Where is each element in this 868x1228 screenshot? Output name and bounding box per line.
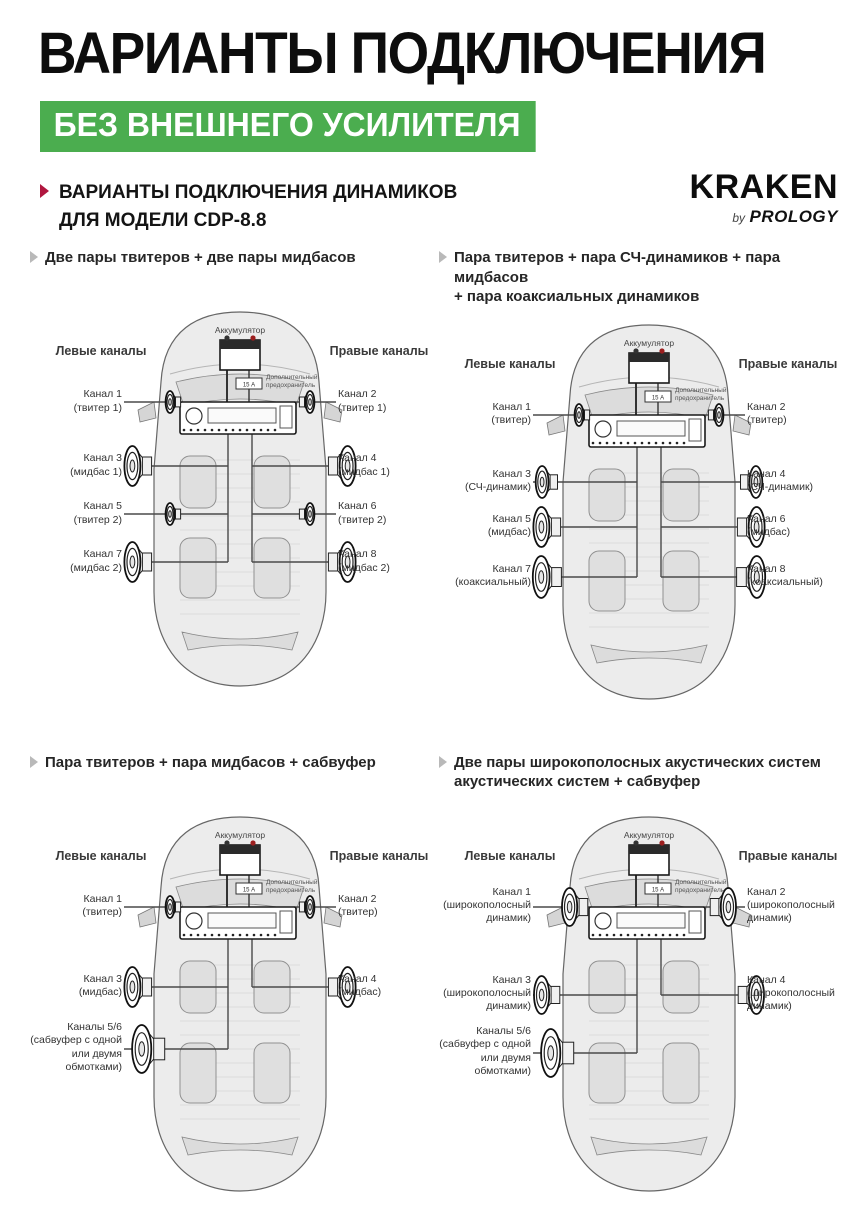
channel-label-line: Канал 6 bbox=[338, 500, 377, 513]
brand-kraken-wordmark: KRAKEN bbox=[689, 168, 838, 206]
panel-title-line: + пара коаксиальных динамиков bbox=[454, 288, 700, 305]
channel-label bbox=[79, 973, 122, 999]
channel-label-line: Каналы 5/6 bbox=[476, 1025, 531, 1038]
channel-label bbox=[455, 563, 531, 589]
speaker-icon bbox=[124, 542, 151, 582]
panel-bullet-icon bbox=[439, 756, 447, 768]
fuse-label-line: предохранитель bbox=[266, 886, 316, 894]
channel-label bbox=[747, 513, 790, 539]
channel-label-line: Канал 2 bbox=[747, 886, 786, 899]
battery-label-line: Аккумулятор bbox=[214, 829, 266, 840]
right-channels-label-line: Правые каналы bbox=[329, 848, 429, 863]
channel-label-line: динамик) bbox=[747, 1000, 792, 1013]
channel-label bbox=[70, 548, 122, 574]
battery-label bbox=[589, 338, 709, 348]
channel-label bbox=[82, 893, 122, 919]
channel-label-line: Канал 1 bbox=[492, 400, 531, 413]
channel-label-line: Канал 8 bbox=[338, 548, 377, 561]
left-channels-label bbox=[445, 357, 575, 371]
panel-title-line: Две пары твитеров + две пары мидбасов bbox=[45, 249, 356, 266]
panel-title-line: акустических систем + сабвуфер bbox=[454, 773, 701, 790]
channel-label-line: (коаксиальный) bbox=[455, 576, 531, 589]
section-row bbox=[40, 179, 457, 234]
channel-label bbox=[465, 468, 531, 494]
channel-label-line: Канал 4 bbox=[747, 467, 786, 480]
channel-label-line: (мидбас) bbox=[338, 986, 382, 999]
car-wiring-diagram bbox=[30, 799, 429, 1199]
channel-label bbox=[338, 973, 381, 999]
channel-label-line: обмотками) bbox=[65, 1060, 122, 1073]
fuse-label-line: Дополнительный bbox=[675, 386, 727, 394]
channel-label-line: Канал 3 bbox=[83, 452, 122, 465]
left-channels-label-line: Левые каналы bbox=[464, 356, 556, 371]
battery-label-line: Аккумулятор bbox=[623, 829, 675, 840]
channel-label bbox=[747, 886, 835, 925]
channel-label-line: Канал 5 bbox=[492, 512, 531, 525]
svg-text:15 А: 15 А bbox=[651, 887, 665, 893]
channel-label bbox=[338, 500, 386, 526]
channel-label-line: (СЧ-динамик) bbox=[747, 481, 814, 494]
channel-label-line: (мидбас) bbox=[78, 986, 122, 999]
head-unit-icon bbox=[180, 402, 296, 434]
channel-label-line: (коаксиальный) bbox=[747, 576, 823, 589]
channel-label bbox=[443, 886, 531, 925]
fuse-label-line: Дополнительный bbox=[266, 374, 318, 381]
right-channels-label-line: Правые каналы bbox=[329, 344, 429, 358]
left-channels-label bbox=[36, 849, 166, 863]
channel-label-line: (мидбас 1) bbox=[338, 465, 390, 478]
channel-label-line: Канал 8 bbox=[747, 562, 786, 575]
left-channels-label bbox=[36, 344, 166, 358]
right-channels-label-line: Правые каналы bbox=[738, 848, 838, 863]
channel-label bbox=[747, 468, 813, 494]
panel-bullet-icon bbox=[30, 251, 38, 263]
channel-label bbox=[443, 974, 531, 1013]
channel-label-line: Канал 2 bbox=[338, 892, 377, 905]
brand-subline bbox=[690, 207, 838, 227]
channel-label-line: (мидбас 2) bbox=[70, 561, 122, 574]
brand-by-text: by bbox=[732, 211, 746, 225]
car-wiring-diagram bbox=[439, 799, 838, 1199]
battery-label bbox=[180, 325, 300, 335]
channel-label bbox=[439, 1025, 531, 1078]
brand-prology-wordmark: PROLOGY bbox=[749, 207, 838, 226]
channel-label-line: Канал 1 bbox=[83, 388, 122, 401]
channel-label-line: Канал 7 bbox=[83, 548, 122, 561]
fuse-label-line: предохранитель bbox=[675, 394, 725, 402]
channel-label-line: Канал 5 bbox=[83, 500, 122, 513]
panel-header bbox=[439, 248, 838, 307]
channel-label bbox=[30, 1021, 122, 1074]
panel-4 bbox=[439, 753, 838, 1199]
left-channels-label-line: Левые каналы bbox=[55, 848, 147, 863]
channel-label-line: (сабвуфер с одной bbox=[30, 1034, 122, 1047]
fuse-icon bbox=[645, 391, 671, 402]
fuse-label-line: предохранитель bbox=[675, 886, 725, 894]
left-channels-label-line: Левые каналы bbox=[464, 848, 556, 863]
battery-label bbox=[589, 830, 709, 840]
channel-label-line: Канал 1 bbox=[83, 892, 122, 905]
panel-header bbox=[439, 753, 838, 799]
panel-bullet-icon bbox=[30, 756, 38, 768]
brand-logo bbox=[690, 170, 838, 227]
channel-label-line: (сабвуфер с одной bbox=[439, 1038, 531, 1051]
channel-label-line: Канал 3 bbox=[492, 467, 531, 480]
speaker-icon bbox=[534, 976, 560, 1014]
svg-text:15 А: 15 А bbox=[242, 887, 256, 893]
panel-title-line: Пара твитеров + пара мидбасов + сабвуфер bbox=[45, 753, 376, 771]
right-channels-label bbox=[723, 849, 853, 863]
channel-label bbox=[70, 452, 122, 478]
speaker-icon bbox=[533, 507, 560, 547]
panel-2 bbox=[439, 248, 838, 707]
section-header-line1: ВАРИАНТЫ ПОДКЛЮЧЕНИЯ ДИНАМИКОВ bbox=[59, 182, 458, 203]
speaker-icon bbox=[536, 466, 558, 498]
channel-label-line: Канал 4 bbox=[338, 452, 377, 465]
panel-title bbox=[45, 753, 376, 773]
channel-label-line: Канал 2 bbox=[338, 388, 377, 401]
fuse-icon bbox=[645, 883, 671, 894]
channel-label-line: динамик) bbox=[747, 912, 792, 925]
channel-label-line: (мидбас 1) bbox=[70, 465, 122, 478]
channel-label-line: динамик) bbox=[486, 912, 531, 925]
battery-label-line: Аккумулятор bbox=[214, 325, 266, 335]
svg-text:15 А: 15 А bbox=[242, 382, 256, 389]
channel-label-line: (мидбас) bbox=[747, 526, 791, 539]
channel-label bbox=[488, 513, 531, 539]
section-header-line2: ДЛЯ МОДЕЛИ CDP-8.8 bbox=[59, 209, 267, 231]
channel-label bbox=[491, 401, 531, 427]
panel-title-line: Две пары широкополосных акустических систем bbox=[454, 753, 821, 771]
channel-label-line: Канал 4 bbox=[747, 974, 786, 987]
panel-title bbox=[45, 248, 356, 268]
channel-label-line: (твитер) bbox=[338, 906, 378, 919]
channel-label bbox=[747, 563, 823, 589]
panel-bullet-icon bbox=[439, 251, 447, 263]
channel-label-line: Каналы 5/6 bbox=[67, 1021, 122, 1034]
channel-label-line: или двумя bbox=[480, 1051, 531, 1064]
panel-3 bbox=[30, 753, 429, 1199]
channel-label-line: Канал 4 bbox=[338, 972, 377, 985]
channel-label-line: Канал 2 bbox=[747, 400, 786, 413]
left-channels-label bbox=[445, 849, 575, 863]
subtitle-banner: БЕЗ ВНЕШНЕГО УСИЛИТЕЛЯ bbox=[40, 101, 536, 152]
channel-label-line: Канал 6 bbox=[747, 512, 786, 525]
channel-label bbox=[338, 893, 378, 919]
fuse-label-line: Дополнительный bbox=[675, 878, 727, 886]
head-unit-icon bbox=[589, 907, 705, 939]
channel-label bbox=[747, 401, 787, 427]
channel-label-line: Канал 3 bbox=[492, 974, 531, 987]
channel-label-line: (СЧ-динамик) bbox=[464, 481, 531, 494]
car-wiring-diagram bbox=[439, 307, 838, 707]
page-title: ВАРИАНТЫ ПОДКЛЮЧЕНИЯ bbox=[38, 21, 766, 86]
right-channels-label bbox=[314, 344, 444, 358]
right-channels-label-line: Правые каналы bbox=[738, 356, 838, 371]
channel-label-line: обмотками) bbox=[474, 1064, 531, 1077]
panel-1 bbox=[30, 248, 429, 707]
battery-label bbox=[180, 830, 300, 840]
panel-title-line: Пара твитеров + пара СЧ-динамиков + пара мидбасов bbox=[454, 249, 781, 286]
channel-label bbox=[74, 388, 122, 414]
channel-label-line: (твитер 1) bbox=[338, 401, 387, 414]
panel-title bbox=[454, 248, 838, 307]
channel-label-line: (мидбас) bbox=[487, 526, 531, 539]
channel-label bbox=[747, 974, 835, 1013]
speaker-icon bbox=[124, 967, 151, 1007]
fuse-icon bbox=[236, 883, 262, 894]
battery-label-line: Аккумулятор bbox=[623, 337, 675, 348]
panel-header bbox=[30, 248, 429, 294]
channel-label-line: (твитер 1) bbox=[73, 401, 122, 414]
channel-label-line: или двумя bbox=[71, 1047, 122, 1060]
speaker-icon bbox=[533, 556, 562, 598]
fuse-icon bbox=[236, 378, 262, 389]
speaker-icon bbox=[124, 446, 151, 486]
panel-header bbox=[30, 753, 429, 799]
panel-title bbox=[454, 753, 821, 792]
channel-label bbox=[338, 452, 390, 478]
channel-label-line: (широкополосный bbox=[747, 987, 835, 1000]
fuse-label-line: предохранитель bbox=[266, 382, 316, 390]
channel-label-line: (широкополосный bbox=[443, 987, 531, 1000]
channel-label-line: динамик) bbox=[486, 1000, 531, 1013]
channel-label-line: Канал 7 bbox=[492, 562, 531, 575]
channel-label-line: (твитер) bbox=[747, 414, 787, 427]
channel-label-line: (широкополосный bbox=[443, 899, 531, 912]
channel-label-line: (твитер) bbox=[82, 906, 122, 919]
channel-label-line: (твитер 2) bbox=[73, 513, 122, 526]
fuse-label-line: Дополнительный bbox=[266, 878, 318, 886]
section-header bbox=[59, 179, 457, 234]
channel-label-line: (широкополосный bbox=[747, 899, 835, 912]
channel-label bbox=[338, 388, 386, 414]
section-bullet-icon bbox=[40, 184, 49, 198]
left-channels-label-line: Левые каналы bbox=[55, 344, 147, 358]
right-channels-label bbox=[723, 357, 853, 371]
channel-label-line: (твитер 2) bbox=[338, 513, 387, 526]
channel-label bbox=[338, 548, 390, 574]
svg-text:15 А: 15 А bbox=[651, 395, 665, 401]
head-unit-icon bbox=[589, 415, 705, 447]
right-channels-label bbox=[314, 849, 444, 863]
head-unit-icon bbox=[180, 907, 296, 939]
channel-label-line: Канал 1 bbox=[492, 886, 531, 899]
channel-label-line: Канал 3 bbox=[83, 972, 122, 985]
car-wiring-diagram bbox=[30, 294, 429, 694]
channel-label-line: (твитер) bbox=[491, 414, 531, 427]
channel-label-line: (мидбас 2) bbox=[338, 561, 390, 574]
diagram-panels bbox=[30, 248, 838, 1199]
channel-label bbox=[74, 500, 122, 526]
